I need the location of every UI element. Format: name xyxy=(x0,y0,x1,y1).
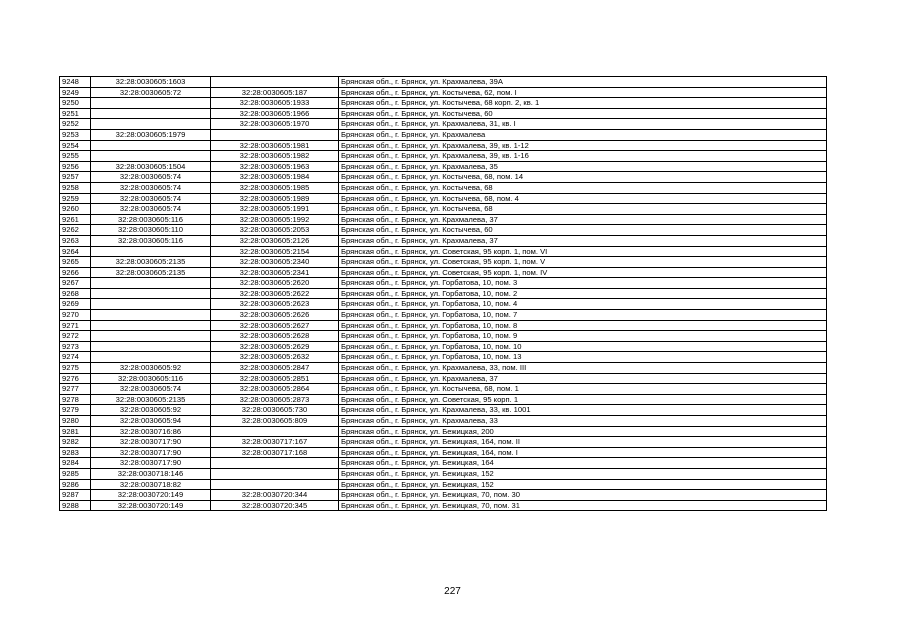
land-cadastral-number-cell: 32:28:0030605:2135 xyxy=(91,267,211,278)
table-row xyxy=(60,373,827,384)
table-row xyxy=(60,87,827,98)
land-cadastral-number-cell xyxy=(91,278,211,289)
row-number-cell: 9252 xyxy=(60,119,91,130)
address-cell: Брянская обл., г. Брянск, ул. Крахмалева, 39, кв. 1-12 xyxy=(339,140,827,151)
row-number-cell: 9276 xyxy=(60,373,91,384)
table-row xyxy=(60,119,827,130)
row-number-cell: 9266 xyxy=(60,267,91,278)
table-row xyxy=(60,416,827,427)
row-number-cell: 9251 xyxy=(60,108,91,119)
land-cadastral-number-cell xyxy=(91,119,211,130)
address-cell: Брянская обл., г. Брянск, ул. Крахмалева, 37 xyxy=(339,214,827,225)
land-cadastral-number-cell xyxy=(91,310,211,321)
table-row xyxy=(60,405,827,416)
address-cell: Брянская обл., г. Брянск, ул. Бежицкая, 70, пом. 30 xyxy=(339,490,827,501)
object-cadastral-number-cell: 32:28:0030605:1982 xyxy=(211,151,339,162)
table-row xyxy=(60,98,827,109)
address-cell: Брянская обл., г. Брянск, ул. Советская, 95 корп. 1, пом. IV xyxy=(339,267,827,278)
row-number-cell: 9262 xyxy=(60,225,91,236)
row-number-cell: 9248 xyxy=(60,77,91,88)
land-cadastral-number-cell: 32:28:0030605:74 xyxy=(91,182,211,193)
object-cadastral-number-cell: 32:28:0030605:2053 xyxy=(211,225,339,236)
registry-table xyxy=(59,76,827,511)
address-cell: Брянская обл., г. Брянск, ул. Бежицкая, 164, пом. I xyxy=(339,447,827,458)
row-number-cell: 9275 xyxy=(60,363,91,374)
land-cadastral-number-cell: 32:28:0030720:149 xyxy=(91,500,211,511)
address-cell: Брянская обл., г. Брянск, ул. Крахмалева, 37 xyxy=(339,373,827,384)
table-row xyxy=(60,204,827,215)
address-cell: Брянская обл., г. Брянск, ул. Бежицкая, 70, пом. 31 xyxy=(339,500,827,511)
object-cadastral-number-cell: 32:28:0030605:2126 xyxy=(211,235,339,246)
object-cadastral-number-cell: 32:28:0030717:167 xyxy=(211,437,339,448)
object-cadastral-number-cell xyxy=(211,458,339,469)
table-row xyxy=(60,172,827,183)
table-row xyxy=(60,108,827,119)
table-row xyxy=(60,384,827,395)
land-cadastral-number-cell: 32:28:0030717:90 xyxy=(91,437,211,448)
address-cell: Брянская обл., г. Брянск, ул. Костычева, 68, пом. 4 xyxy=(339,193,827,204)
table-row xyxy=(60,490,827,501)
object-cadastral-number-cell: 32:28:0030605:2864 xyxy=(211,384,339,395)
table-row xyxy=(60,394,827,405)
table-row xyxy=(60,278,827,289)
address-cell: Брянская обл., г. Брянск, ул. Бежицкая, 164, пом. II xyxy=(339,437,827,448)
row-number-cell: 9253 xyxy=(60,129,91,140)
address-cell: Брянская обл., г. Брянск, ул. Горбатова, 10, пом. 9 xyxy=(339,331,827,342)
land-cadastral-number-cell: 32:28:0030605:116 xyxy=(91,235,211,246)
table-row xyxy=(60,288,827,299)
land-cadastral-number-cell: 32:28:0030720:149 xyxy=(91,490,211,501)
address-cell: Брянская обл., г. Брянск, ул. Горбатова, 10, пом. 13 xyxy=(339,352,827,363)
object-cadastral-number-cell: 32:28:0030605:1989 xyxy=(211,193,339,204)
object-cadastral-number-cell: 32:28:0030605:187 xyxy=(211,87,339,98)
object-cadastral-number-cell: 32:28:0030605:1991 xyxy=(211,204,339,215)
table-row xyxy=(60,246,827,257)
address-cell: Брянская обл., г. Брянск, ул. Костычева, 68 корп. 2, кв. 1 xyxy=(339,98,827,109)
table-row xyxy=(60,447,827,458)
land-cadastral-number-cell xyxy=(91,98,211,109)
land-cadastral-number-cell: 32:28:0030605:92 xyxy=(91,363,211,374)
table-row xyxy=(60,500,827,511)
row-number-cell: 9250 xyxy=(60,98,91,109)
land-cadastral-number-cell: 32:28:0030718:82 xyxy=(91,479,211,490)
object-cadastral-number-cell: 32:28:0030605:2851 xyxy=(211,373,339,384)
land-cadastral-number-cell xyxy=(91,320,211,331)
land-cadastral-number-cell xyxy=(91,352,211,363)
row-number-cell: 9277 xyxy=(60,384,91,395)
address-cell: Брянская обл., г. Брянск, ул. Горбатова, 10, пом. 4 xyxy=(339,299,827,310)
object-cadastral-number-cell: 32:28:0030605:1966 xyxy=(211,108,339,119)
address-cell: Брянская обл., г. Брянск, ул. Крахмалева xyxy=(339,129,827,140)
row-number-cell: 9287 xyxy=(60,490,91,501)
row-number-cell: 9288 xyxy=(60,500,91,511)
land-cadastral-number-cell: 32:28:0030605:94 xyxy=(91,416,211,427)
address-cell: Брянская обл., г. Брянск, ул. Горбатова, 10, пом. 8 xyxy=(339,320,827,331)
table-row xyxy=(60,468,827,479)
object-cadastral-number-cell xyxy=(211,129,339,140)
address-cell: Брянская обл., г. Брянск, ул. Горбатова, 10, пом. 3 xyxy=(339,278,827,289)
row-number-cell: 9267 xyxy=(60,278,91,289)
row-number-cell: 9259 xyxy=(60,193,91,204)
table-row xyxy=(60,437,827,448)
address-cell: Брянская обл., г. Брянск, ул. Крахмалева, 37 xyxy=(339,235,827,246)
object-cadastral-number-cell: 32:28:0030605:1981 xyxy=(211,140,339,151)
table-row xyxy=(60,140,827,151)
address-cell: Брянская обл., г. Брянск, ул. Крахмалева, 39А xyxy=(339,77,827,88)
row-number-cell: 9272 xyxy=(60,331,91,342)
table-row xyxy=(60,267,827,278)
row-number-cell: 9274 xyxy=(60,352,91,363)
table-row xyxy=(60,331,827,342)
table-row xyxy=(60,77,827,88)
row-number-cell: 9282 xyxy=(60,437,91,448)
table-row xyxy=(60,479,827,490)
address-cell: Брянская обл., г. Брянск, ул. Бежицкая, 152 xyxy=(339,468,827,479)
address-cell: Брянская обл., г. Брянск, ул. Костычева, 60 xyxy=(339,225,827,236)
address-cell: Брянская обл., г. Брянск, ул. Крахмалева, 31, кв. I xyxy=(339,119,827,130)
land-cadastral-number-cell: 32:28:0030605:116 xyxy=(91,214,211,225)
object-cadastral-number-cell: 32:28:0030605:2629 xyxy=(211,341,339,352)
table-row xyxy=(60,352,827,363)
address-cell: Брянская обл., г. Брянск, ул. Горбатова, 10, пом. 7 xyxy=(339,310,827,321)
address-cell: Брянская обл., г. Брянск, ул. Бежицкая, 164 xyxy=(339,458,827,469)
object-cadastral-number-cell: 32:28:0030605:1985 xyxy=(211,182,339,193)
object-cadastral-number-cell: 32:28:0030720:345 xyxy=(211,500,339,511)
row-number-cell: 9270 xyxy=(60,310,91,321)
object-cadastral-number-cell: 32:28:0030605:2632 xyxy=(211,352,339,363)
object-cadastral-number-cell: 32:28:0030605:2873 xyxy=(211,394,339,405)
object-cadastral-number-cell: 32:28:0030605:1933 xyxy=(211,98,339,109)
object-cadastral-number-cell: 32:28:0030605:2620 xyxy=(211,278,339,289)
land-cadastral-number-cell: 32:28:0030605:72 xyxy=(91,87,211,98)
land-cadastral-number-cell xyxy=(91,341,211,352)
object-cadastral-number-cell: 32:28:0030605:2154 xyxy=(211,246,339,257)
object-cadastral-number-cell: 32:28:0030605:2628 xyxy=(211,331,339,342)
object-cadastral-number-cell: 32:28:0030605:2626 xyxy=(211,310,339,321)
address-cell: Брянская обл., г. Брянск, ул. Костычева, 68 xyxy=(339,204,827,215)
table-row xyxy=(60,363,827,374)
land-cadastral-number-cell: 32:28:0030605:2135 xyxy=(91,257,211,268)
address-cell: Брянская обл., г. Брянск, ул. Костычева, 68 xyxy=(339,182,827,193)
registry-table-body xyxy=(60,77,827,511)
table-row xyxy=(60,426,827,437)
object-cadastral-number-cell: 32:28:0030605:1992 xyxy=(211,214,339,225)
row-number-cell: 9286 xyxy=(60,479,91,490)
object-cadastral-number-cell xyxy=(211,468,339,479)
row-number-cell: 9283 xyxy=(60,447,91,458)
land-cadastral-number-cell xyxy=(91,331,211,342)
land-cadastral-number-cell: 32:28:0030605:1603 xyxy=(91,77,211,88)
row-number-cell: 9269 xyxy=(60,299,91,310)
land-cadastral-number-cell: 32:28:0030718:146 xyxy=(91,468,211,479)
object-cadastral-number-cell: 32:28:0030605:1970 xyxy=(211,119,339,130)
object-cadastral-number-cell: 32:28:0030605:2622 xyxy=(211,288,339,299)
land-cadastral-number-cell: 32:28:0030605:74 xyxy=(91,384,211,395)
address-cell: Брянская обл., г. Брянск, ул. Крахмалева, 35 xyxy=(339,161,827,172)
row-number-cell: 9271 xyxy=(60,320,91,331)
address-cell: Брянская обл., г. Брянск, ул. Горбатова, 10, пом. 2 xyxy=(339,288,827,299)
row-number-cell: 9265 xyxy=(60,257,91,268)
row-number-cell: 9268 xyxy=(60,288,91,299)
land-cadastral-number-cell: 32:28:0030605:1979 xyxy=(91,129,211,140)
land-cadastral-number-cell: 32:28:0030605:110 xyxy=(91,225,211,236)
row-number-cell: 9256 xyxy=(60,161,91,172)
row-number-cell: 9279 xyxy=(60,405,91,416)
address-cell: Брянская обл., г. Брянск, ул. Бежицкая, 152 xyxy=(339,479,827,490)
object-cadastral-number-cell: 32:28:0030605:1963 xyxy=(211,161,339,172)
table-row xyxy=(60,257,827,268)
row-number-cell: 9264 xyxy=(60,246,91,257)
land-cadastral-number-cell: 32:28:0030716:86 xyxy=(91,426,211,437)
table-row xyxy=(60,320,827,331)
table-row xyxy=(60,235,827,246)
object-cadastral-number-cell xyxy=(211,77,339,88)
land-cadastral-number-cell: 32:28:0030605:2135 xyxy=(91,394,211,405)
table-row xyxy=(60,161,827,172)
table-row xyxy=(60,299,827,310)
row-number-cell: 9254 xyxy=(60,140,91,151)
land-cadastral-number-cell: 32:28:0030605:92 xyxy=(91,405,211,416)
address-cell: Брянская обл., г. Брянск, ул. Горбатова, 10, пом. 10 xyxy=(339,341,827,352)
address-cell: Брянская обл., г. Брянск, ул. Советская, 95 корп. 1 xyxy=(339,394,827,405)
land-cadastral-number-cell: 32:28:0030605:1504 xyxy=(91,161,211,172)
land-cadastral-number-cell xyxy=(91,151,211,162)
page-number: 227 xyxy=(444,586,461,597)
row-number-cell: 9284 xyxy=(60,458,91,469)
row-number-cell: 9263 xyxy=(60,235,91,246)
table-row xyxy=(60,214,827,225)
row-number-cell: 9280 xyxy=(60,416,91,427)
object-cadastral-number-cell: 32:28:0030605:1984 xyxy=(211,172,339,183)
table-row xyxy=(60,193,827,204)
row-number-cell: 9257 xyxy=(60,172,91,183)
address-cell: Брянская обл., г. Брянск, ул. Костычева, 62, пом. I xyxy=(339,87,827,98)
address-cell: Брянская обл., г. Брянск, ул. Советская, 95 корп. 1, пом. V xyxy=(339,257,827,268)
address-cell: Брянская обл., г. Брянск, ул. Советская, 95 корп. 1, пом. VI xyxy=(339,246,827,257)
address-cell: Брянская обл., г. Брянск, ул. Крахмалева, 33, кв. 1001 xyxy=(339,405,827,416)
land-cadastral-number-cell: 32:28:0030605:116 xyxy=(91,373,211,384)
object-cadastral-number-cell: 32:28:0030605:2623 xyxy=(211,299,339,310)
land-cadastral-number-cell: 32:28:0030605:74 xyxy=(91,172,211,183)
row-number-cell: 9285 xyxy=(60,468,91,479)
row-number-cell: 9278 xyxy=(60,394,91,405)
table-row xyxy=(60,341,827,352)
row-number-cell: 9249 xyxy=(60,87,91,98)
land-cadastral-number-cell xyxy=(91,299,211,310)
land-cadastral-number-cell: 32:28:0030717:90 xyxy=(91,447,211,458)
land-cadastral-number-cell xyxy=(91,288,211,299)
address-cell: Брянская обл., г. Брянск, ул. Костычева, 68, пом. 14 xyxy=(339,172,827,183)
table-row xyxy=(60,129,827,140)
row-number-cell: 9273 xyxy=(60,341,91,352)
address-cell: Брянская обл., г. Брянск, ул. Крахмалева, 33 xyxy=(339,416,827,427)
object-cadastral-number-cell: 32:28:0030605:2341 xyxy=(211,267,339,278)
table-row xyxy=(60,225,827,236)
land-cadastral-number-cell: 32:28:0030605:74 xyxy=(91,193,211,204)
object-cadastral-number-cell: 32:28:0030605:730 xyxy=(211,405,339,416)
address-cell: Брянская обл., г. Брянск, ул. Костычева, 60 xyxy=(339,108,827,119)
table-row xyxy=(60,182,827,193)
object-cadastral-number-cell: 32:28:0030605:2340 xyxy=(211,257,339,268)
land-cadastral-number-cell: 32:28:0030717:90 xyxy=(91,458,211,469)
address-cell: Брянская обл., г. Брянск, ул. Костычева, 68, пом. 1 xyxy=(339,384,827,395)
table-row xyxy=(60,310,827,321)
object-cadastral-number-cell: 32:28:0030717:168 xyxy=(211,447,339,458)
object-cadastral-number-cell: 32:28:0030605:2627 xyxy=(211,320,339,331)
address-cell: Брянская обл., г. Брянск, ул. Бежицкая, 200 xyxy=(339,426,827,437)
object-cadastral-number-cell: 32:28:0030605:809 xyxy=(211,416,339,427)
land-cadastral-number-cell xyxy=(91,108,211,119)
address-cell: Брянская обл., г. Брянск, ул. Крахмалева, 33, пом. III xyxy=(339,363,827,374)
row-number-cell: 9255 xyxy=(60,151,91,162)
land-cadastral-number-cell xyxy=(91,246,211,257)
object-cadastral-number-cell xyxy=(211,426,339,437)
row-number-cell: 9260 xyxy=(60,204,91,215)
object-cadastral-number-cell: 32:28:0030605:2847 xyxy=(211,363,339,374)
table-row xyxy=(60,151,827,162)
object-cadastral-number-cell: 32:28:0030720:344 xyxy=(211,490,339,501)
row-number-cell: 9261 xyxy=(60,214,91,225)
address-cell: Брянская обл., г. Брянск, ул. Крахмалева, 39, кв. 1-16 xyxy=(339,151,827,162)
row-number-cell: 9281 xyxy=(60,426,91,437)
table-row xyxy=(60,458,827,469)
land-cadastral-number-cell xyxy=(91,140,211,151)
row-number-cell: 9258 xyxy=(60,182,91,193)
object-cadastral-number-cell xyxy=(211,479,339,490)
land-cadastral-number-cell: 32:28:0030605:74 xyxy=(91,204,211,215)
